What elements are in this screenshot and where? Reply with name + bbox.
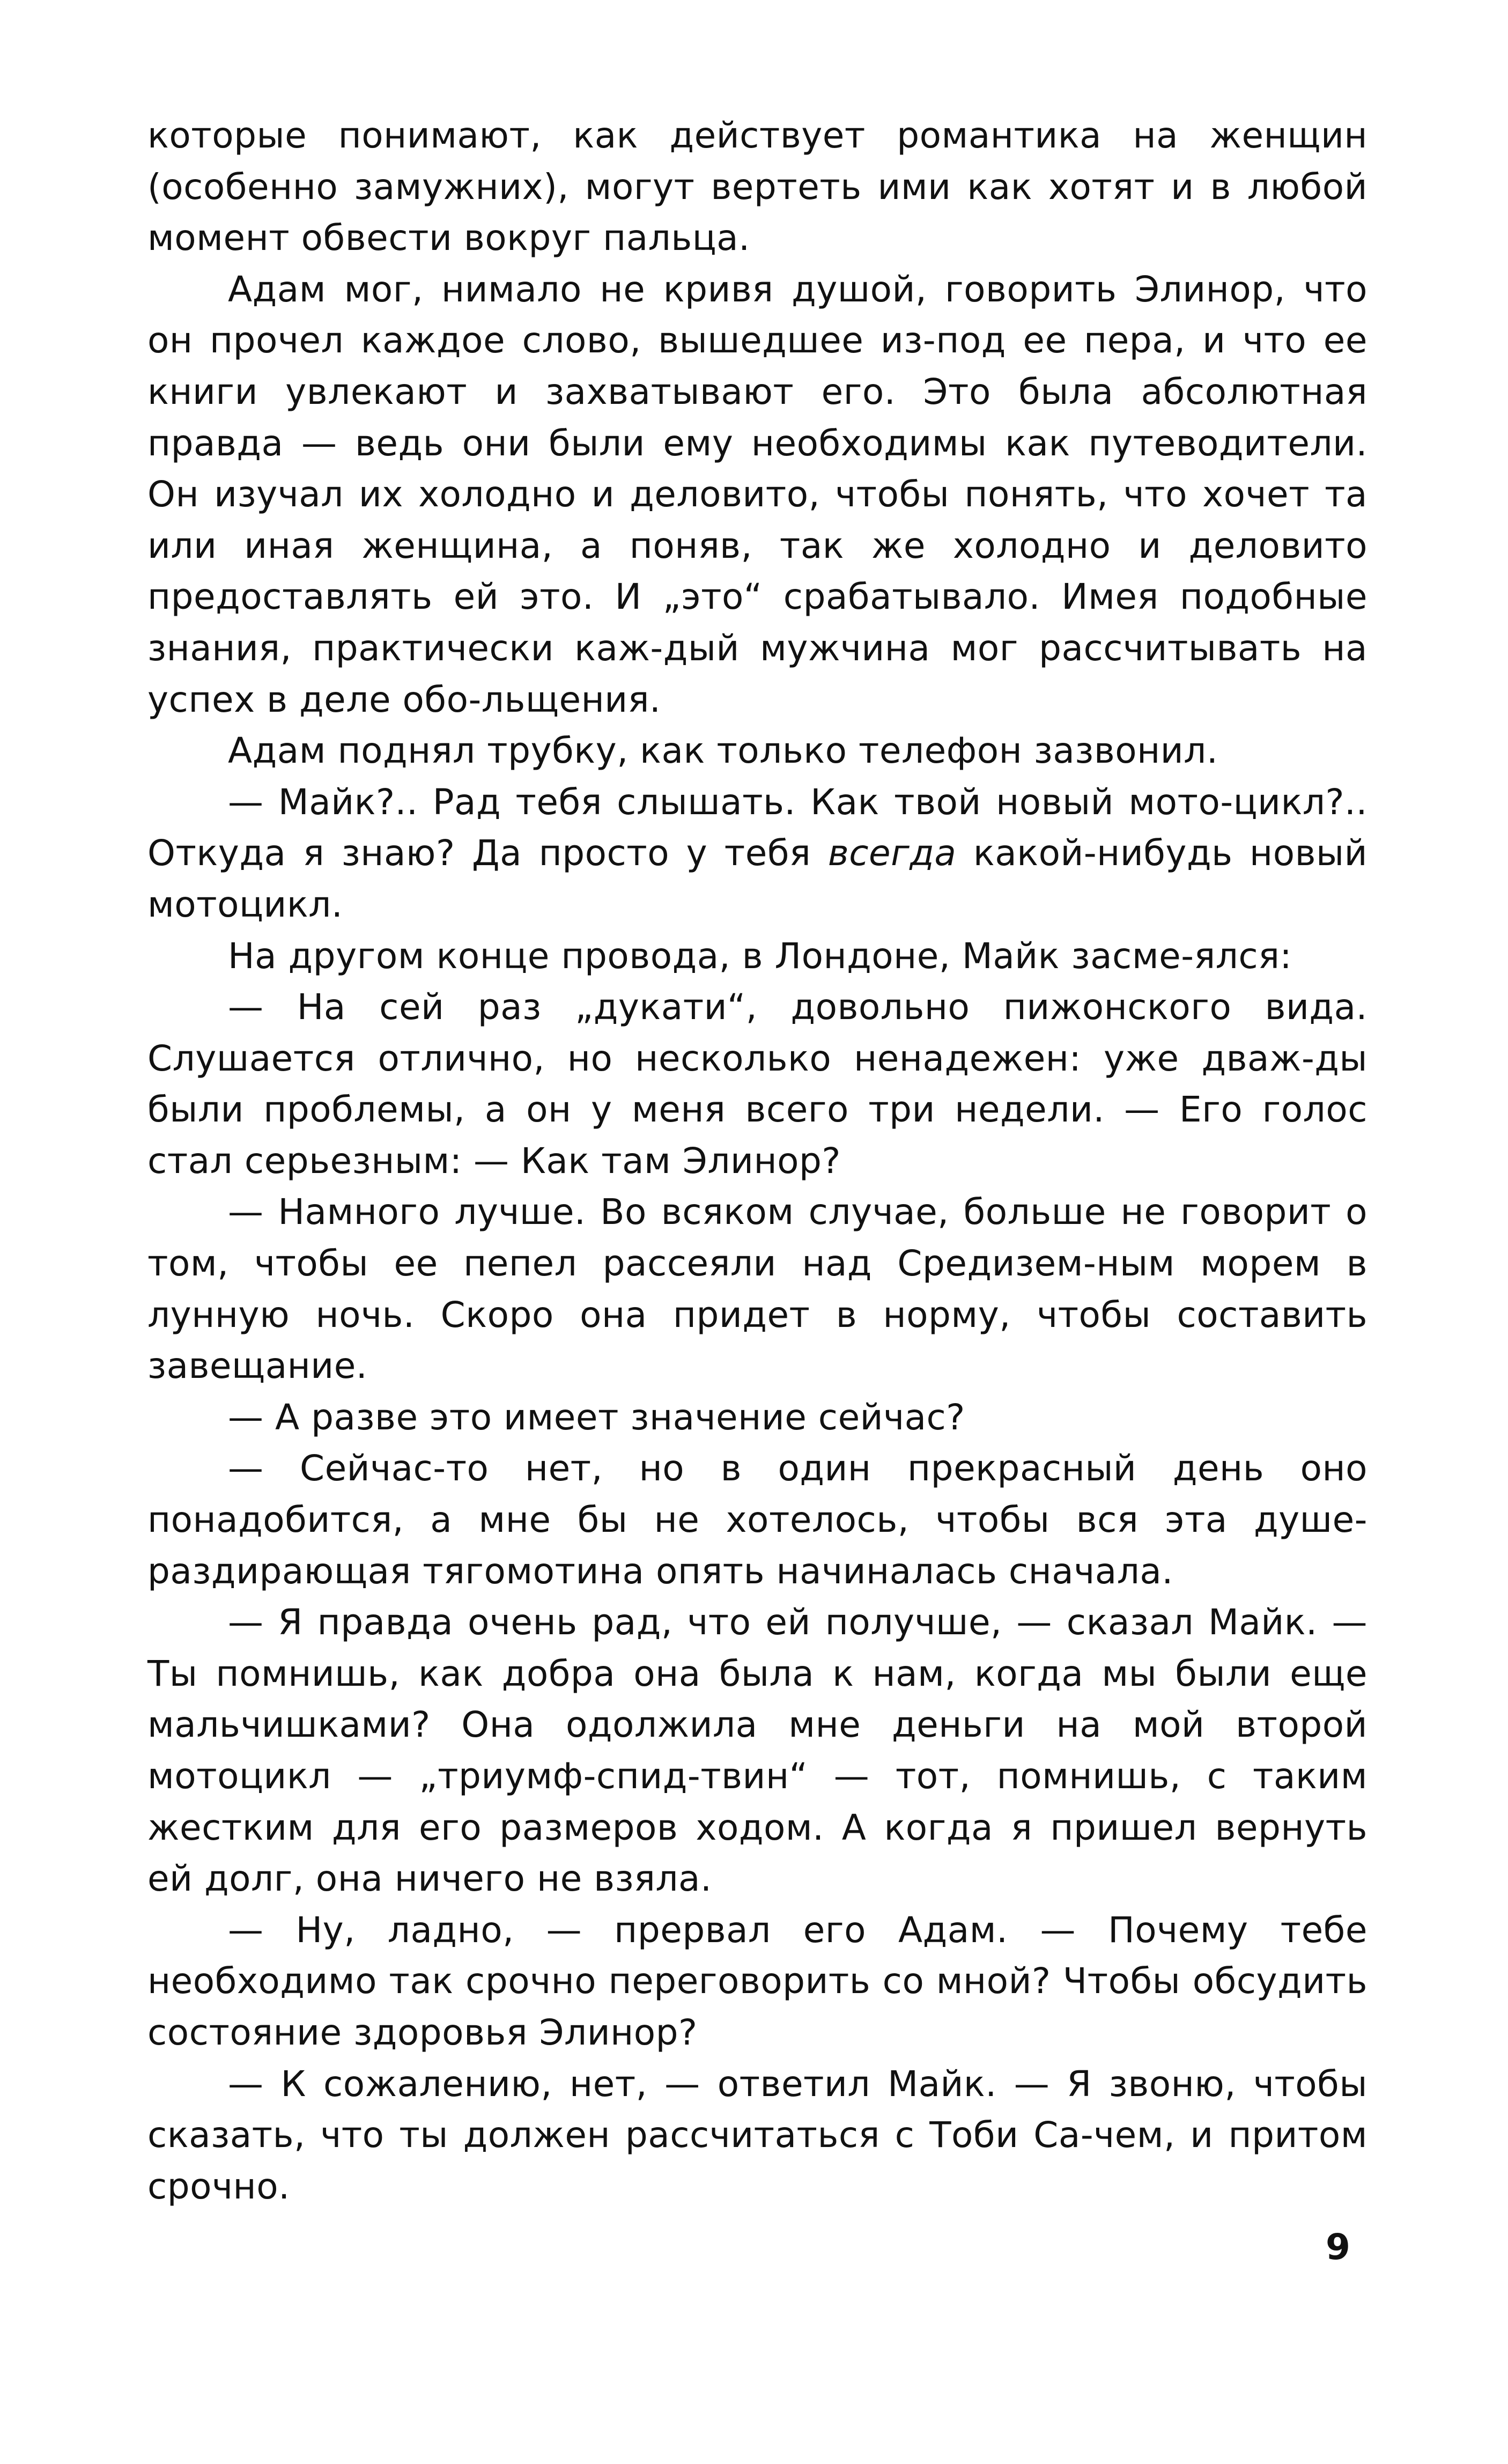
paragraph-text: — К сожалению, нет, — ответил Майк. — Я звоню, чтобы сказать, что ты должен рассчитаться с Тоби Са-чем, и притом срочно. bbox=[147, 2063, 1367, 2207]
paragraph bbox=[147, 110, 1367, 264]
paragraph-text: которые понимают, как действует романтика на женщин (особенно замужних), могут вертеть ими как хотят и в любой момент обвести вокруг пальца. bbox=[147, 115, 1367, 259]
paragraph-text: На другом конце провода, в Лондоне, Майк засме-ялся: bbox=[228, 935, 1292, 977]
paragraph bbox=[147, 1443, 1367, 1597]
paragraph-text: — На сей раз „дукати“, довольно пижонского вида. Слушается отлично, но несколько ненадежен: уже дваж-ды были проблемы, а он у меня всего три недели. — Его голос стал серьезным: — Как там Элинор? bbox=[147, 986, 1367, 1182]
paragraph-text: — Я правда очень рад, что ей получше, — сказал Майк. — Ты помнишь, как добра она была к нам, когда мы были еще мальчишками? Она одолжила мне деньги на мой второй мотоцикл — „триумф-спид-твин“ — тот, помнишь, с таким жестким для его размеров ходом. А когда я пришел вернуть ей долг, она ничего не взяла. bbox=[147, 1602, 1367, 1900]
paragraph bbox=[147, 725, 1367, 777]
emphasized-word: всегда bbox=[827, 832, 957, 874]
paragraph-text: — Ну, ладно, — прервал его Адам. — Почему тебе необходимо так срочно переговорить со мной? Чтобы обсудить состояние здоровья Элинор? bbox=[147, 1909, 1367, 2053]
paragraph bbox=[147, 777, 1367, 931]
paragraph bbox=[147, 1392, 1367, 1443]
page-number: 9 bbox=[1326, 2226, 1350, 2268]
paragraph-text: — А разве это имеет значение сейчас? bbox=[228, 1396, 965, 1438]
paragraph-text: — Майк?.. Рад тебя слышать. Как твой новый мото-цикл?.. Откуда я знаю? Да просто у тебя bbox=[147, 781, 1367, 874]
paragraph bbox=[147, 1905, 1367, 2059]
paragraph bbox=[147, 931, 1367, 982]
paragraph bbox=[147, 2059, 1367, 2212]
paragraph-text: — Сейчас-то нет, но в один прекрасный день оно понадобится, а мне бы не хотелось, чтобы вся эта душе-раздирающая тягомотина опять начиналась сначала. bbox=[147, 1448, 1367, 1592]
paragraph bbox=[147, 982, 1367, 1186]
paragraph bbox=[147, 1597, 1367, 1905]
paragraph-text: — Намного лучше. Во всяком случае, больше не говорит о том, чтобы ее пепел рассеяли над Средизем-ным морем в лунную ночь. Скоро она придет в норму, чтобы составить завещание. bbox=[147, 1191, 1367, 1387]
paragraph-text: какой-нибудь новый мотоцикл. bbox=[147, 832, 1367, 925]
paragraph bbox=[147, 264, 1367, 725]
paragraph bbox=[147, 1186, 1367, 1391]
paragraph-text: Адам поднял трубку, как только телефон зазвонил. bbox=[228, 730, 1218, 772]
paragraph-text: Адам мог, нимало не кривя душой, говорить Элинор, что он прочел каждое слово, вышедшее из-под ее пера, и что ее книги увлекают и захватывают его. Это была абсолютная правда — ведь они были ему необходимы как путеводители. Он изучал их холодно и деловито, чтобы понять, что хочет та или иная женщина, а поняв, так же холодно и деловито предоставлять ей это. И „это“ срабатывало. Имея подобные знания, практически каж-дый мужчина мог рассчитывать на успех в деле обо-льщения. bbox=[147, 268, 1367, 720]
page-body bbox=[147, 110, 1367, 2212]
